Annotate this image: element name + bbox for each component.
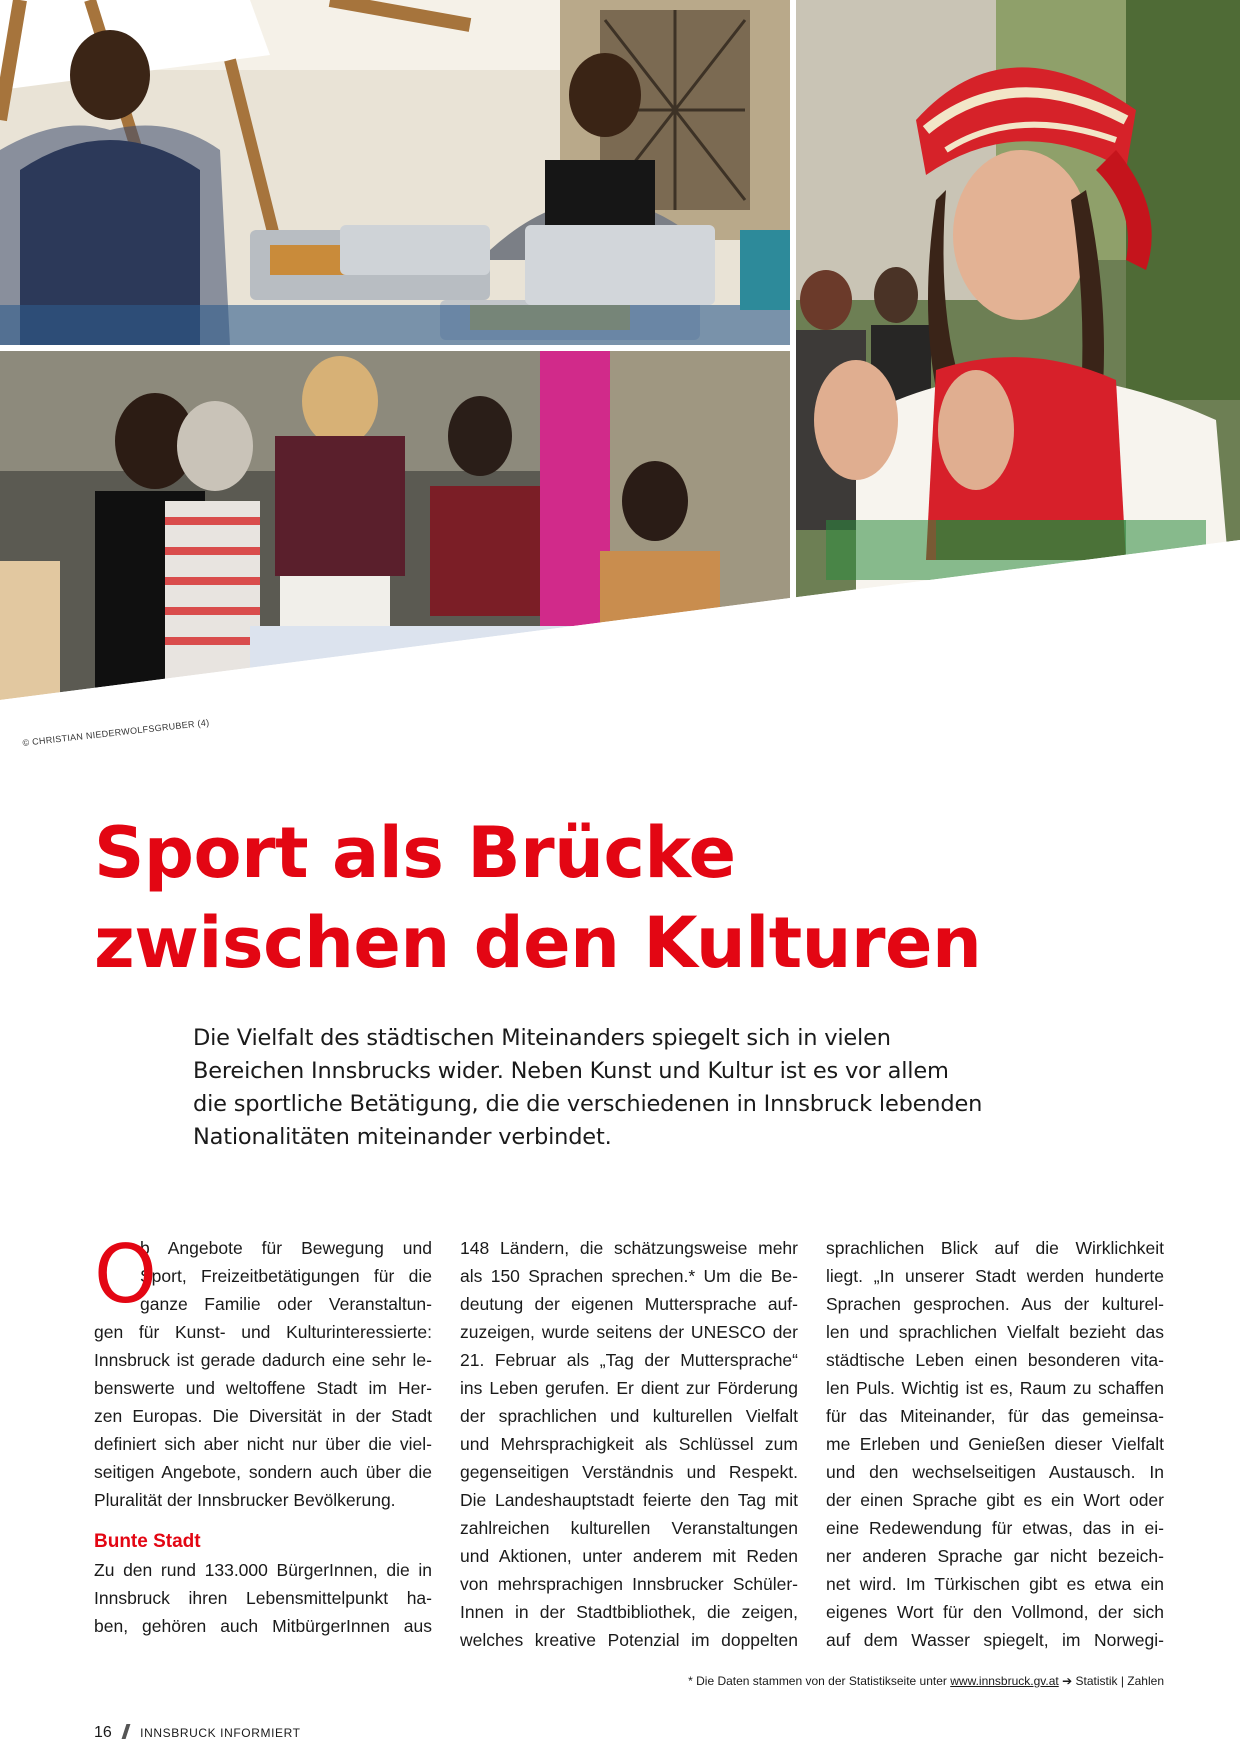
page-footer [94,1724,301,1742]
body-line: zen Europas. Die Diversität in der Stadt [94,1406,432,1426]
body-line: ins Leben gerufen. Er dient zur Förderung [460,1378,798,1398]
body-line: Sport, Freizeitbetätigungen für die [140,1266,432,1286]
arrow-right-icon: ➔ [1062,1674,1073,1688]
photo-crowd-table [0,351,790,700]
intro-line: die sportliche Betätigung, die die verschiedenen in Innsbruck lebenden [193,1091,983,1117]
body-line: zahlreichen kulturellen Veranstaltungen [460,1518,798,1538]
body-line: Innsbruck ihren Lebensmittelpunkt ha- [94,1588,432,1608]
photo-food-stall [0,0,790,345]
intro-paragraph [193,1022,993,1154]
subheading-bunte-stadt: Bunte Stadt [94,1531,201,1552]
title-line-1: Sport als Brücke [94,812,736,894]
body-line: für das Miteinander, für das gemeinsa- [826,1406,1164,1426]
body-line: ner anderen Sprache gar nicht bezeich- [826,1546,1164,1566]
body-line: 21. Februar als „Tag der Muttersprache“ [460,1350,798,1370]
body-line: und den wechselseitigen Austausch. In [826,1462,1164,1482]
body-line: ganze Familie oder Veranstaltun- [140,1294,432,1314]
body-line: Innen in der Stadtbibliothek, die zeigen, [460,1602,798,1622]
body-line: me Erleben und Genießen dieser Vielfalt [826,1434,1164,1454]
body-line: der sprachlichen und kulturellen Vielfalt [460,1406,798,1426]
body-line: von mehrsprachigen Innsbrucker Schüler- [460,1574,798,1594]
footnote-path: Statistik | Zahlen [1075,1674,1164,1688]
slash-divider-icon [122,1724,131,1739]
dropcap-paragraph-start [94,1228,432,1321]
body-line: eine Redewendung für etwas, das in ei- [826,1518,1164,1538]
page-title [94,808,1174,988]
photo-collage [0,0,1240,700]
body-line: Sprachen gesprochen. Aus der kulturel- [826,1294,1164,1314]
body-line: gegenseitigen Verständnis und Respekt. [460,1462,798,1482]
body-line: und Aktionen, unter anderem mit Reden [460,1546,798,1566]
body-line: Pluralität der Innsbrucker Bevölkerung. [94,1490,396,1510]
body-line: Innsbruck ist gerade dadurch eine sehr le- [94,1350,432,1370]
dropcap-letter: O [94,1228,157,1321]
body-line: ben, gehören auch MitbürgerInnen aus [94,1616,432,1636]
body-line: len Puls. Wichtig ist es, Raum zu schaffen [826,1378,1164,1398]
body-line: zuzeigen, wurde seitens der UNESCO der [460,1322,798,1342]
intro-line: Bereichen Innsbrucks wider. Neben Kunst und Kultur ist es vor allem [193,1058,949,1084]
footnote [688,1674,1164,1688]
body-line: gen für Kunst- und Kulturinteressierte: [94,1322,432,1342]
body-line: sprachlichen Blick auf die Wirklichkeit [826,1238,1164,1258]
article-column-3 [826,1234,1164,1654]
photo-credit: © CHRISTIAN NIEDERWOLFSGRUBER (4) [22,717,210,748]
body-line: seitigen Angebote, sondern auch über die [94,1462,432,1482]
body-line: der einen Sprache gibt es ein Wort oder [826,1490,1164,1510]
photo-dancer-costume [796,0,1240,700]
body-line: b Angebote für Bewegung und [140,1238,432,1258]
body-line: deutung der eigenen Muttersprache auf- [460,1294,798,1314]
body-line: benswerte und weltoffene Stadt im Her- [94,1378,432,1398]
body-line: Die Landeshauptstadt feierte den Tag mit [460,1490,798,1510]
title-line-2: zwischen den Kulturen [94,902,982,984]
body-line: eigenes Wort für den Vollmond, der sich [826,1602,1164,1622]
body-line: welches kreative Potenzial im doppelten [460,1630,798,1650]
body-line: net wird. Im Türkischen gibt es etwa ein [826,1574,1164,1594]
intro-line: Nationalitäten miteinander verbindet. [193,1124,612,1150]
body-line: len und sprachlichen Vielfalt bezieht das [826,1322,1164,1342]
footnote-link[interactable]: www.innsbruck.gv.at [950,1674,1059,1688]
body-line: auf dem Wasser spiegelt, im Norwegi- [826,1630,1164,1650]
body-line: definiert sich aber nicht nur über die viel- [94,1434,432,1454]
publication-name: INNSBRUCK INFORMIERT [140,1726,301,1740]
body-line: städtische Leben einen besonderen vita- [826,1350,1164,1370]
footnote-text: * Die Daten stammen von der Statistikseite unter [688,1674,947,1688]
body-line: und Mehrsprachigkeit als Schlüssel zum [460,1434,798,1454]
body-line: 148 Ländern, die schätzungsweise mehr [460,1238,798,1258]
article-column-1 [94,1228,432,1640]
body-line: Zu den rund 133.000 BürgerInnen, die in [94,1560,432,1580]
body-line: als 150 Sprachen sprechen.* Um die Be- [460,1266,798,1286]
article-column-2 [460,1234,798,1654]
intro-line: Die Vielfalt des städtischen Miteinanders spiegelt sich in vielen [193,1025,891,1051]
body-line: liegt. „In unserer Stadt werden hunderte [826,1266,1164,1286]
page-number: 16 [94,1724,112,1741]
